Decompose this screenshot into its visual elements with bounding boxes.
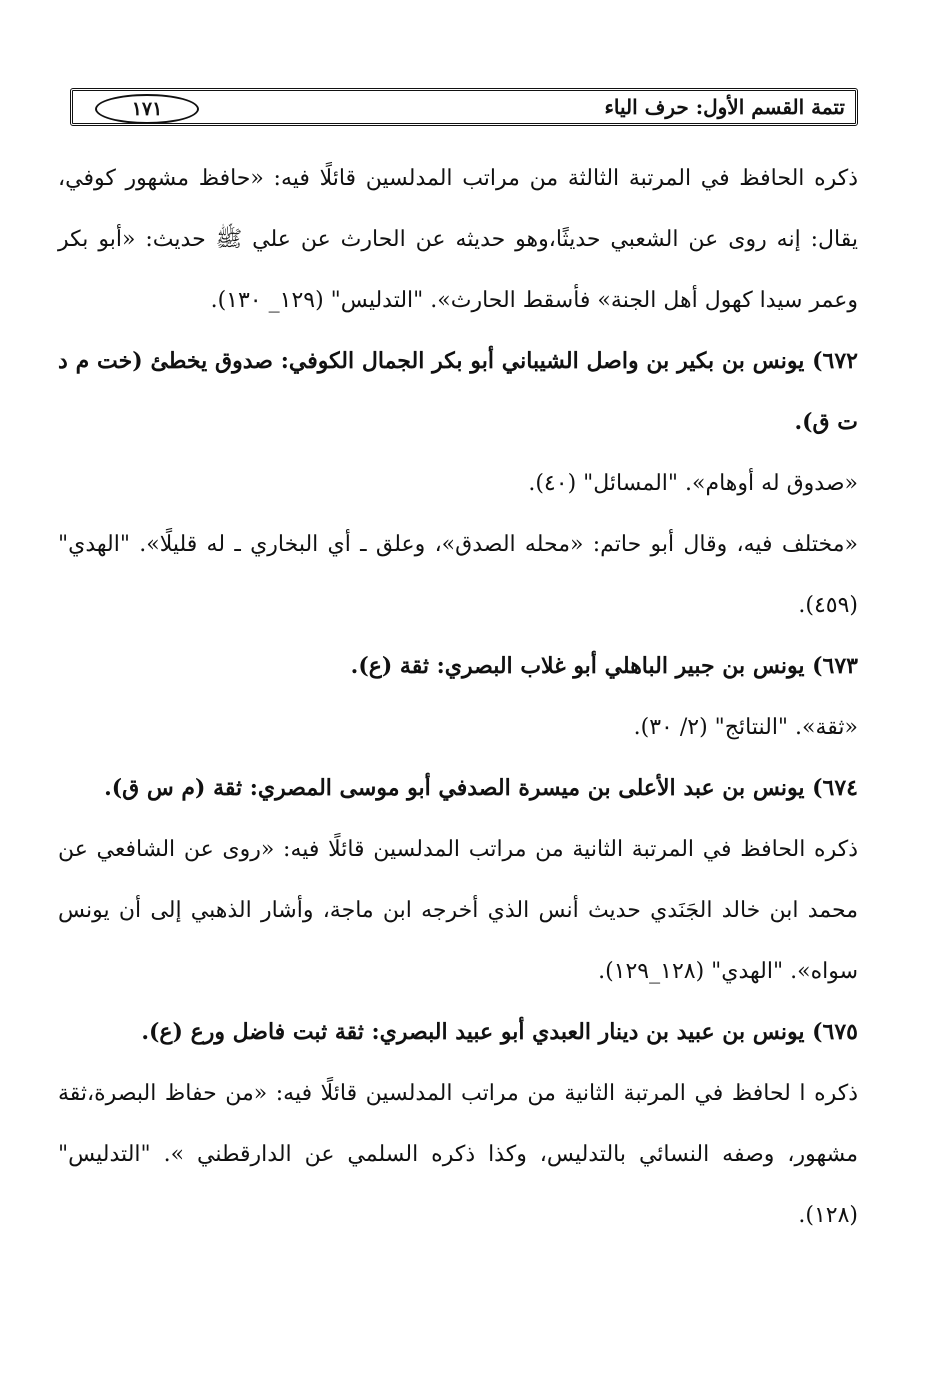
running-header: [70, 88, 858, 126]
entry-675-heading: ٦٧٥) يونس بن عبيد بن دينار العبدي أبو عبيد البصري: ثقة ثبت فاضل ورع (ع).: [141, 1019, 858, 1045]
entry-673-heading: ٦٧٣) يونس بن جبير الباهلي أبو غلاب البصري: ثقة (ع).: [350, 653, 858, 679]
page-number: ١٧١: [95, 94, 199, 124]
entry-674-heading: ٦٧٤) يونس بن عبد الأعلى بن ميسرة الصدفي أبو موسى المصري: ثقة (م س ق).: [104, 775, 858, 801]
paragraph-intro-note: ذكره الحافظ في المرتبة الثالثة من مراتب المدلسين قائلًا فيه: «حافظ مشهور كوفي، يقال: إنه روى عن الشعبي حديثًا،وهو حديثه عن الحارث عن علي ﷺ حديث: «أبو بكر وعمر سيدا كهول أهل الجنة» فأسقط الحارث». "التدليس" (١٢٩_ ١٣٠).: [58, 166, 858, 313]
header-title: تتمة القسم الأول: حرف الياء: [604, 95, 845, 119]
entry-674-note: ذكره الحافظ في المرتبة الثانية من مراتب المدلسين قائلًا فيه: «روى عن الشافعي عن محمد ابن خالد الجَنَدي حديث أنس الذي أخرجه ابن ماجة، وأشار الذهبي إلى أن يونس سواه». "الهدي" (١٢٨_١٢٩).: [58, 837, 858, 984]
entry-672-heading: ٦٧٢) يونس بن بكير بن واصل الشيباني أبو بكر الجمال الكوفي: صدوق يخطئ (خت م د ت ق).: [58, 348, 858, 435]
entry-673-note: «ثقة». "النتائج" (٢/ ٣٠).: [633, 715, 858, 740]
entry-675-note: ذكره ا لحافظ في المرتبة الثانية من مراتب المدلسين قائلًا فيه: «من حفاظ البصرة،ثقة مشهور، وصفه النسائي بالتدليس، وكذا ذكره السلمي عن الدارقطني ». "التدليس" (١٢٨).: [58, 1081, 858, 1228]
entry-672-note-2: «مختلف فيه، وقال أبو حاتم: «محله الصدق»، وعلق ـ أي البخاري ـ له قليلًا». "الهدي" (٤٥٩).: [58, 532, 858, 618]
page-body: [58, 148, 858, 1246]
entry-672-note-1: «صدوق له أوهام». "المسائل" (٤٠).: [528, 471, 858, 496]
